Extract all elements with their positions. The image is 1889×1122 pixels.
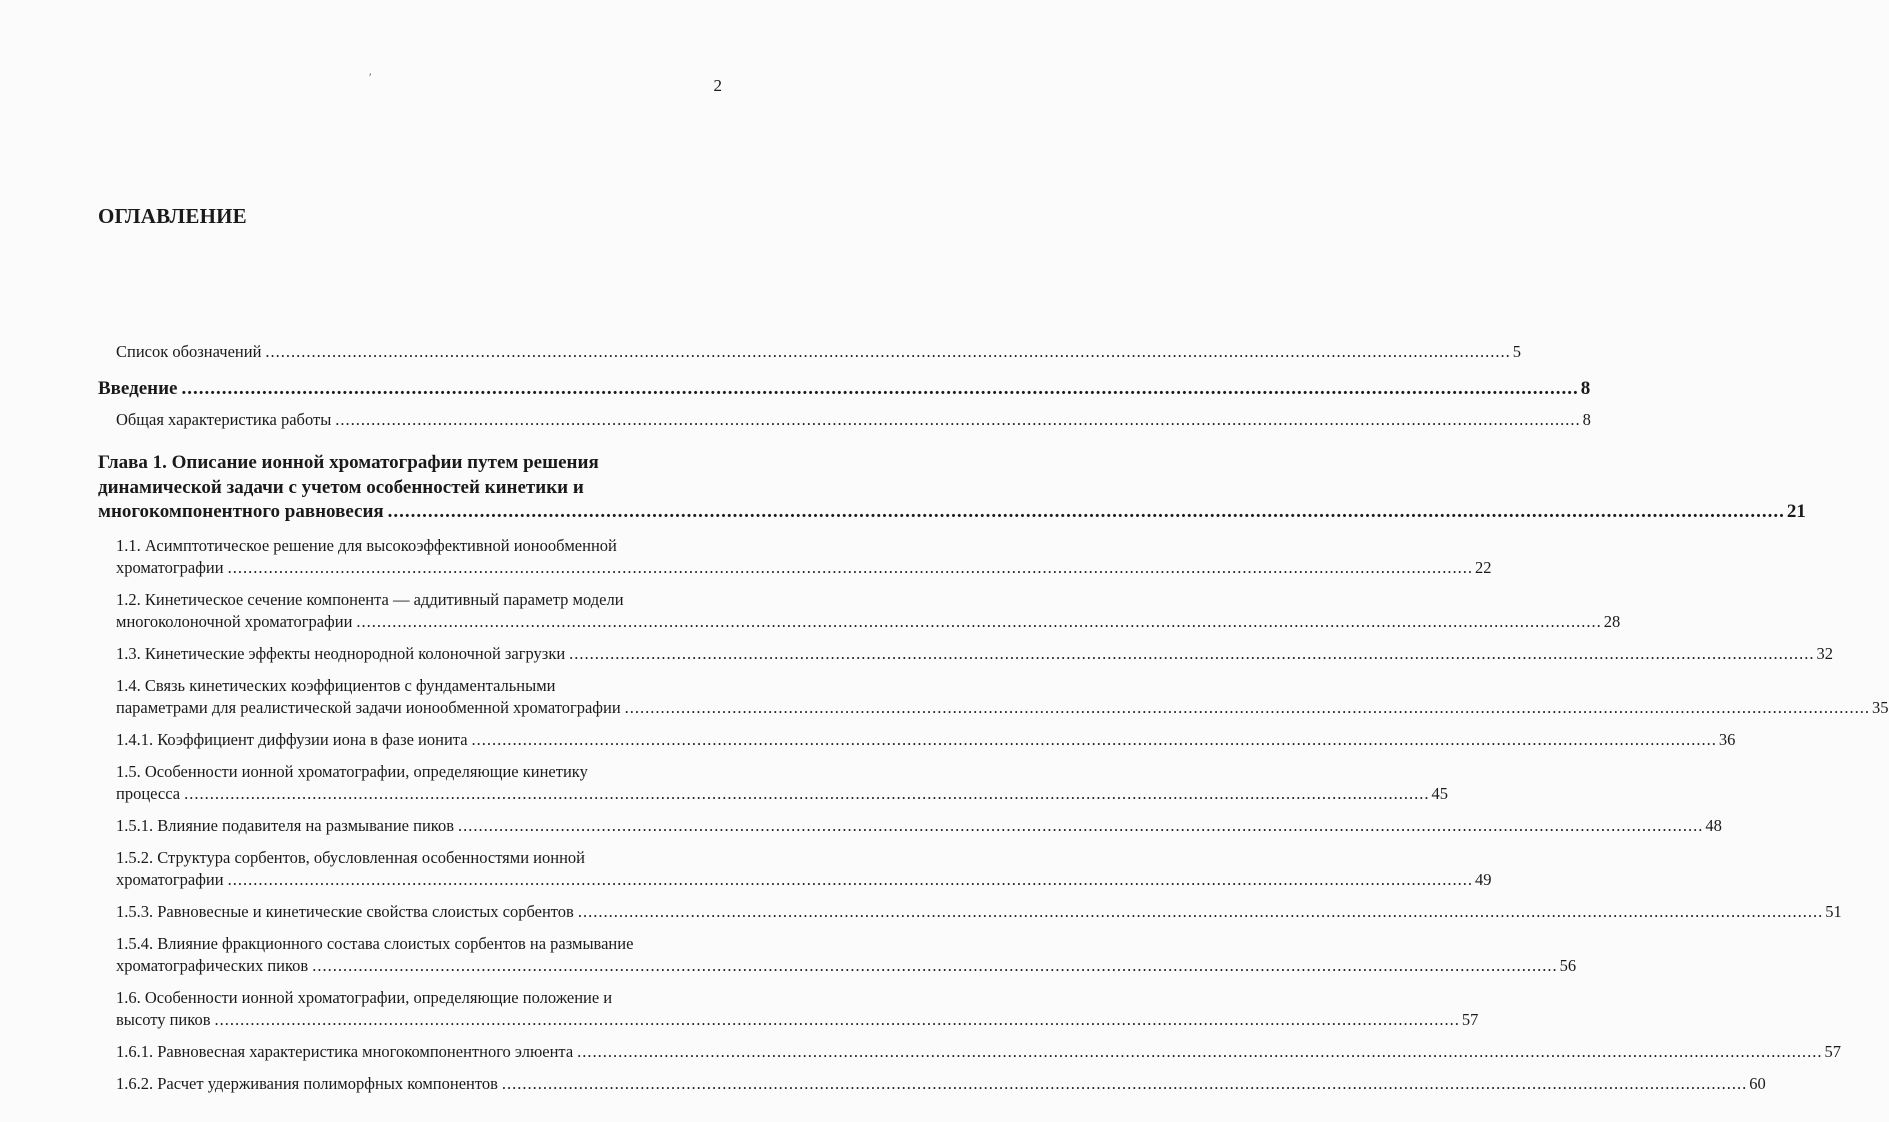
leader-dots (388, 500, 1785, 525)
toc-entry-title: 1.6. Особенности ионной хроматографии, определяющие положение и (116, 987, 613, 1007)
toc-entry-page: 36 (1718, 729, 1736, 749)
leader-dots (458, 815, 1703, 837)
toc-entry-page: 49 (1474, 869, 1492, 889)
toc-entry-title: хроматографии (116, 557, 224, 577)
leader-dots (228, 557, 1473, 579)
toc-entry-1-4-1[interactable] (116, 729, 1736, 751)
toc-entry-page: 45 (1431, 783, 1448, 803)
page-number: 2 (713, 76, 722, 95)
leader-dots (182, 377, 1579, 401)
chapter-title-line: Глава 1. Описание ионной хроматографии путем решения (98, 452, 599, 473)
toc-entry-title: 1.6.2. Расчет удерживания полиморфных компонентов (116, 1073, 498, 1093)
toc-entry-1-6-1[interactable] (116, 1041, 1842, 1063)
toc-entry-title: 1.5.3. Равновесные и кинетические свойства слоистых сорбентов (116, 901, 574, 921)
toc-entry-1-6-2[interactable] (116, 1073, 1766, 1095)
leader-dots (356, 611, 1601, 633)
toc-entry-title: 1.1. Асимптотическое решение для высокоэффективной ионообменной (116, 535, 617, 555)
leader-dots (569, 643, 1814, 665)
toc-entry-page: 8 (1582, 410, 1591, 429)
toc-entry-title: 1.4. Связь кинетических коэффициентов с фундаментальными (116, 675, 556, 695)
toc-entry-introduction[interactable] (98, 377, 1591, 401)
toc-entry-title: 1.5.2. Структура сорбентов, обусловленная особенностями ионной (116, 847, 585, 867)
leader-dots (312, 955, 1557, 977)
toc-entry-1-6[interactable] (116, 987, 1479, 1031)
toc-entry-page: 32 (1816, 643, 1834, 663)
toc-entry-title: 1.2. Кинетическое сечение компонента — аддитивный параметр модели (116, 589, 624, 609)
toc-entry-title: 1.3. Кинетические эффекты неоднородной колоночной загрузки (116, 643, 566, 663)
toc-entry-1-3[interactable] (116, 643, 1834, 665)
toc-entry-title: хроматографии (116, 869, 224, 889)
leader-dots (228, 869, 1473, 891)
toc-entry-title: 1.6.1. Равновесная характеристика многокомпонентного элюента (116, 1041, 574, 1061)
chapter-title-line: динамической задачи с учетом особенностей кинетики и (98, 476, 584, 498)
leader-dots (577, 1041, 1822, 1063)
toc-entry-page: 57 (1824, 1041, 1842, 1061)
toc-entry-1-1[interactable] (116, 535, 1492, 579)
leader-dots (335, 409, 1580, 431)
toc-entry-title: 1.5. Особенности ионной хроматографии, определяющие кинетику (116, 761, 588, 781)
toc-entry-title: 1.4.1. Коэффициент диффузии иона в фазе ионита (116, 729, 468, 749)
toc-entry-general-characteristics[interactable] (116, 409, 1591, 431)
scan-mark: ′ (369, 70, 372, 84)
leader-dots (625, 697, 1870, 719)
leader-dots (265, 341, 1510, 363)
toc-entry-1-5-3[interactable] (116, 901, 1842, 923)
toc-entry-1-5-4[interactable] (116, 933, 1577, 977)
toc-entry-symbols[interactable] (116, 341, 1522, 363)
toc-entry-title: хроматографических пиков (116, 955, 309, 975)
toc-entry-page: 60 (1749, 1073, 1766, 1093)
toc-entry-chapter-1[interactable] (98, 451, 1806, 525)
toc-entry-page: 51 (1825, 901, 1842, 921)
toc-entry-title: Общая характеристика работы (116, 410, 332, 429)
toc-entry-title: многоколоночной хроматографии (116, 611, 353, 631)
toc-entry-page: 28 (1603, 611, 1621, 631)
leader-dots (578, 901, 1823, 923)
toc-entry-page: 21 (1786, 501, 1806, 522)
toc-entry-page: 5 (1512, 342, 1522, 361)
toc-entry-page: 35 (1872, 697, 1889, 717)
toc-entry-page: 57 (1461, 1009, 1479, 1029)
toc-entry-title: параметрами для реалистической задачи ионообменной хроматографии (116, 697, 621, 717)
toc-entry-1-2[interactable] (116, 589, 1621, 633)
toc-entry-1-5-2[interactable] (116, 847, 1492, 891)
toc-entry-page: 8 (1580, 378, 1591, 399)
toc-entry-1-5-1[interactable] (116, 815, 1722, 837)
toc-entry-page: 22 (1474, 557, 1492, 577)
toc-entry-page: 56 (1559, 955, 1577, 975)
toc-entry-1-4[interactable] (116, 675, 1889, 719)
toc-entry-title: процесса (116, 783, 181, 803)
chapter-title-line: многокомпонентного равновесия (98, 501, 384, 522)
toc-entry-title: 1.5.1. Влияние подавителя на размывание пиков (116, 815, 454, 835)
leader-dots (214, 1009, 1459, 1031)
toc-entry-1-5[interactable] (116, 761, 1448, 805)
leader-dots (502, 1073, 1747, 1095)
leader-dots (184, 783, 1429, 805)
toc-entry-title: 1.5.4. Влияние фракционного состава слоистых сорбентов на размывание (116, 933, 634, 953)
toc-entry-title: Список обозначений (116, 342, 262, 361)
table-of-contents (0, 341, 1889, 1095)
toc-entry-title: Введение (98, 378, 178, 399)
toc-entry-page: 48 (1705, 815, 1722, 835)
leader-dots (472, 729, 1717, 751)
page-title: ОГЛАВЛЕНИЕ (98, 204, 247, 228)
toc-entry-title: высоту пиков (116, 1009, 211, 1029)
